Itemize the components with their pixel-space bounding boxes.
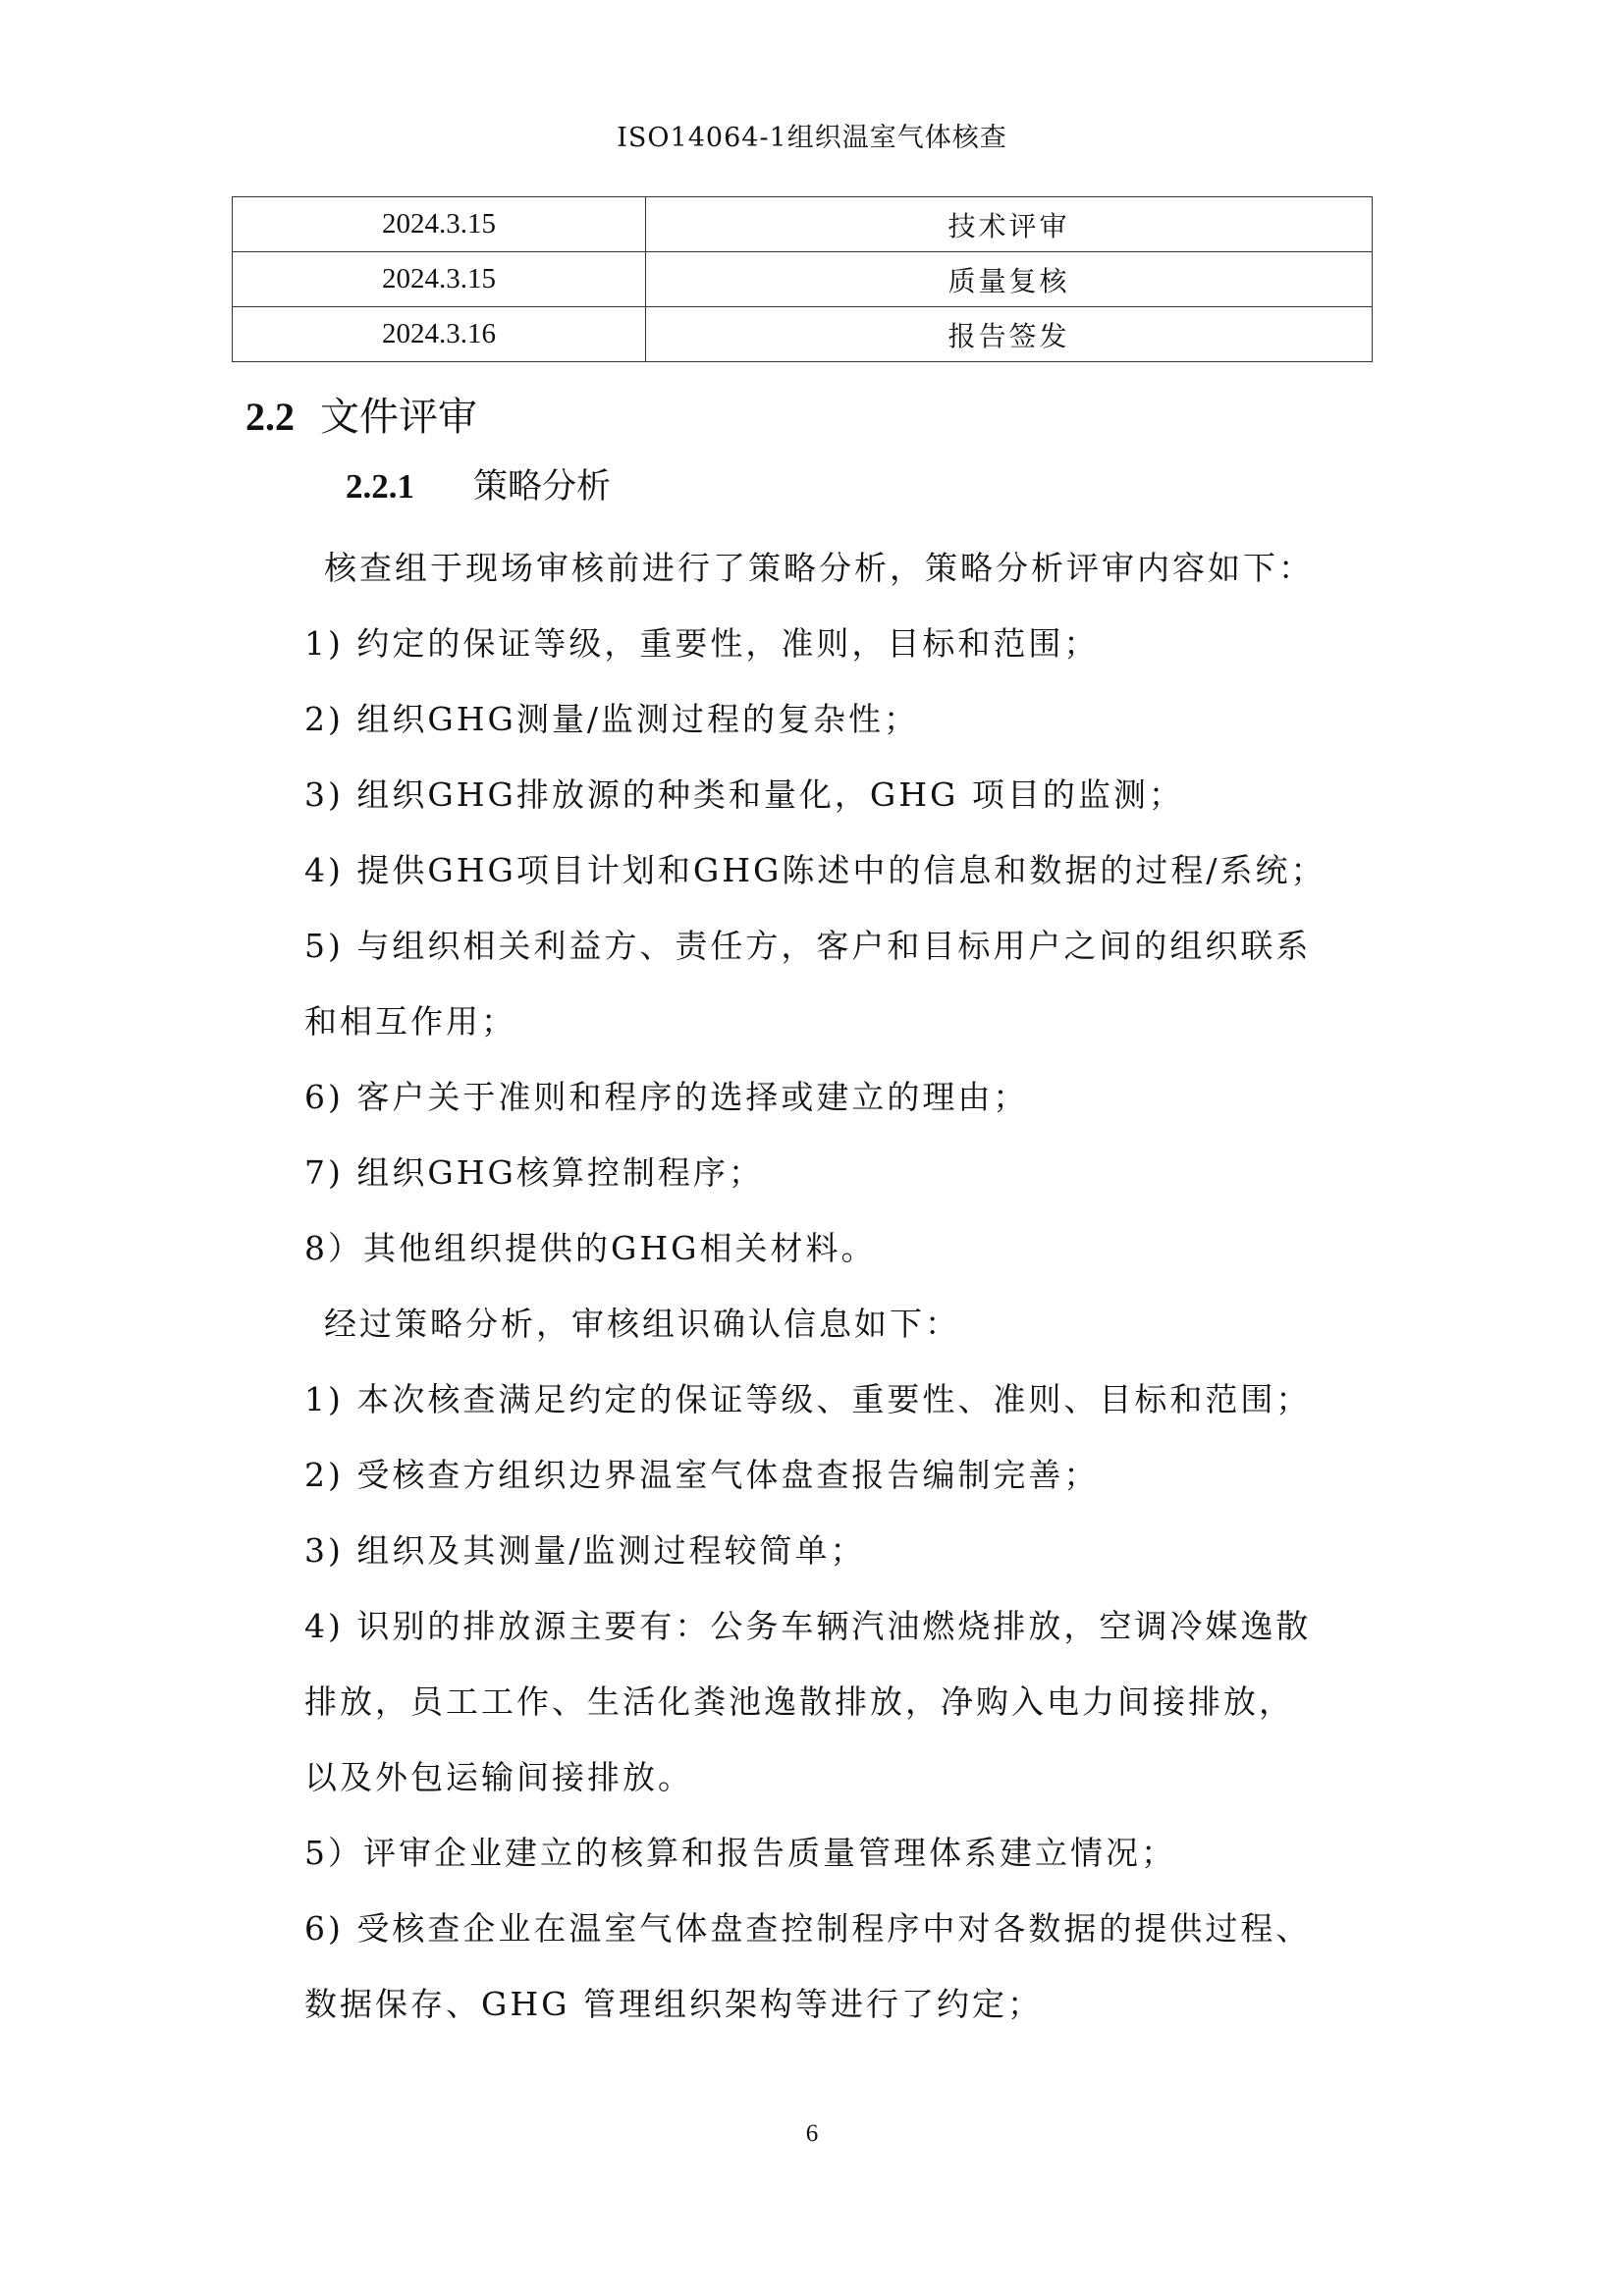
table-row xyxy=(233,252,1373,307)
conclusion-item: 3) 组织及其测量/监测过程较简单； xyxy=(304,1531,866,1570)
date-cell: 2024.3.16 xyxy=(233,307,646,362)
review-item: 4) 提供GHG项目计划和GHG陈述中的信息和数据的过程/系统； xyxy=(304,851,1326,889)
date-cell: 2024.3.15 xyxy=(233,197,646,252)
review-item: 7) 组织GHG核算控制程序； xyxy=(304,1153,764,1192)
conclusion-item: 4) 识别的排放源主要有：公务车辆汽油燃烧排放，空调冷媒逸散 xyxy=(304,1607,1312,1645)
intro-paragraph: 核查组于现场审核前进行了策略分析，策略分析评审内容如下： xyxy=(324,549,1314,587)
section-number: 2.2 xyxy=(245,395,295,439)
activity-cell: 报告签发 xyxy=(646,307,1373,362)
review-item: 5) 与组织相关利益方、责任方，客户和目标用户之间的组织联系 xyxy=(304,927,1312,965)
conclusion-item: 2) 受核查方组织边界温室气体盘查报告编制完善； xyxy=(304,1456,1100,1494)
activity-cell: 质量复核 xyxy=(646,252,1373,307)
review-item: 8）其他组织提供的GHG相关材料。 xyxy=(304,1229,877,1267)
section-title: 文件评审 xyxy=(320,395,477,440)
conclusion-item: 排放，员工工作、生活化粪池逸散排放，净购入电力间接排放， xyxy=(304,1682,1294,1721)
page-number: 6 xyxy=(805,2120,819,2147)
running-header: ISO14064-1组织温室气体核查 xyxy=(617,123,1007,153)
section-heading xyxy=(245,386,477,442)
review-item: 和相互作用； xyxy=(304,1002,516,1041)
review-item: 2) 组织GHG测量/监测过程的复杂性； xyxy=(304,700,919,738)
review-item: 3) 组织GHG排放源的种类和量化，GHG 项目的监测； xyxy=(304,775,1184,814)
subsection-number: 2.2.1 xyxy=(346,467,414,506)
conclusion-item: 5）评审企业建立的核算和报告质量管理体系建立情况； xyxy=(304,1834,1176,1872)
date-cell: 2024.3.15 xyxy=(233,252,646,307)
conclusion-item: 以及外包运输间接排放。 xyxy=(304,1758,693,1796)
conclusion-item: 数据保存、GHG 管理组织架构等进行了约定； xyxy=(304,1985,1043,2023)
conclusion-item: 6) 受核查企业在温室气体盘查控制程序中对各数据的提供过程、 xyxy=(304,1909,1312,1948)
conclusion-intro: 经过策略分析，审核组识确认信息如下： xyxy=(324,1305,960,1343)
subsection-title: 策略分析 xyxy=(473,467,612,507)
review-item: 6) 客户关于准则和程序的选择或建立的理由； xyxy=(304,1078,1029,1116)
subsection-heading xyxy=(346,459,611,508)
activity-cell: 技术评审 xyxy=(646,197,1373,252)
review-item: 1) 约定的保证等级，重要性，准则，目标和范围； xyxy=(304,624,1100,663)
table-row xyxy=(233,197,1373,252)
schedule-table xyxy=(232,196,1373,362)
conclusion-item: 1) 本次核查满足约定的保证等级、重要性、准则、目标和范围； xyxy=(304,1380,1312,1418)
table-row xyxy=(233,307,1373,362)
